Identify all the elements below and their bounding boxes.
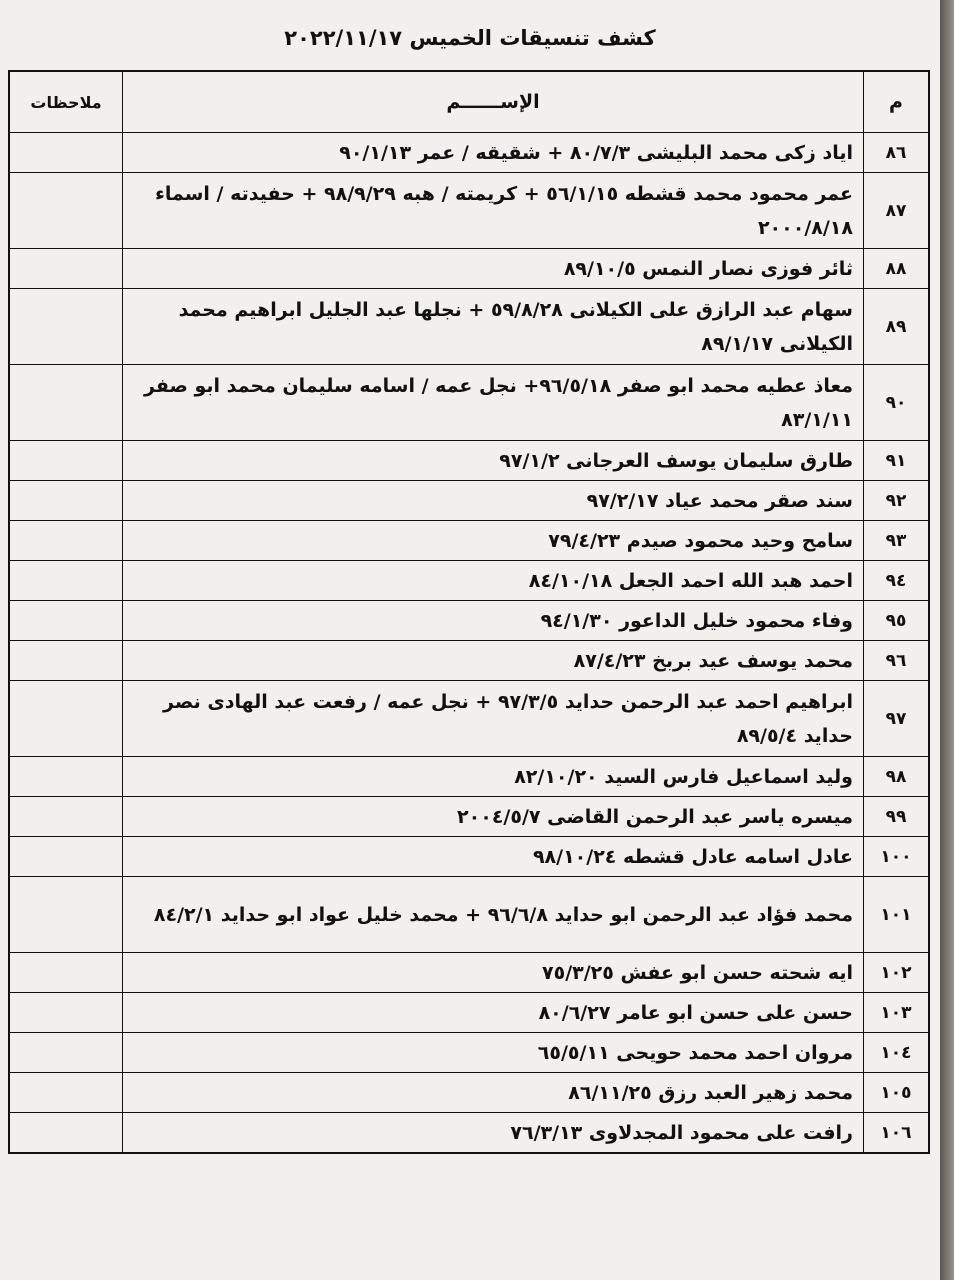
row-notes bbox=[9, 1033, 123, 1073]
table-row bbox=[9, 877, 929, 953]
row-number: ٨٧ bbox=[864, 173, 930, 249]
header-number: م bbox=[864, 71, 930, 133]
row-notes bbox=[9, 681, 123, 757]
row-notes bbox=[9, 1073, 123, 1113]
row-number: ١٠٥ bbox=[864, 1073, 930, 1113]
row-name: اياد زكى محمد البليشى ٨٠/٧/٣ + شقيقه / عمر ٩٠/١/١٣ bbox=[123, 133, 864, 173]
table-row bbox=[9, 681, 929, 757]
row-number: ٩١ bbox=[864, 441, 930, 481]
row-notes bbox=[9, 993, 123, 1033]
row-number: ٩٩ bbox=[864, 797, 930, 837]
row-number: ١٠٠ bbox=[864, 837, 930, 877]
names-table bbox=[8, 70, 930, 1154]
row-number: ١٠١ bbox=[864, 877, 930, 953]
row-name: حسن على حسن ابو عامر ٨٠/٦/٢٧ bbox=[123, 993, 864, 1033]
row-name: محمد زهير العبد رزق ٨٦/١١/٢٥ bbox=[123, 1073, 864, 1113]
row-name: وليد اسماعيل فارس السيد ٨٢/١٠/٢٠ bbox=[123, 757, 864, 797]
row-number: ٨٩ bbox=[864, 289, 930, 365]
row-name: عمر محمود محمد قشطه ٥٦/١/١٥ + كريمته / هبه ٩٨/٩/٢٩ + حفيدته / اسماء ٢٠٠٠/٨/١٨ bbox=[123, 173, 864, 249]
table-row bbox=[9, 561, 929, 601]
table-row bbox=[9, 365, 929, 441]
row-number: ٩٥ bbox=[864, 601, 930, 641]
header-notes: ملاحظات bbox=[9, 71, 123, 133]
row-notes bbox=[9, 173, 123, 249]
row-name: سامح وحيد محمود صيدم ٧٩/٤/٢٣ bbox=[123, 521, 864, 561]
row-notes bbox=[9, 877, 123, 953]
page-edge bbox=[940, 0, 954, 1280]
row-name: مروان احمد محمد حويحى ٦٥/٥/١١ bbox=[123, 1033, 864, 1073]
row-number: ٨٨ bbox=[864, 249, 930, 289]
row-notes bbox=[9, 953, 123, 993]
row-name: احمد هبد الله احمد الجعل ٨٤/١٠/١٨ bbox=[123, 561, 864, 601]
table-row bbox=[9, 441, 929, 481]
row-name: سند صقر محمد عياد ٩٧/٢/١٧ bbox=[123, 481, 864, 521]
row-name: محمد يوسف عيد بربخ ٨٧/٤/٢٣ bbox=[123, 641, 864, 681]
row-name: طارق سليمان يوسف العرجانى ٩٧/١/٢ bbox=[123, 441, 864, 481]
row-name: رافت على محمود المجدلاوى ٧٦/٣/١٣ bbox=[123, 1113, 864, 1154]
table-row bbox=[9, 133, 929, 173]
row-notes bbox=[9, 1113, 123, 1154]
row-name: ايه شحته حسن ابو عفش ٧٥/٣/٢٥ bbox=[123, 953, 864, 993]
row-notes bbox=[9, 601, 123, 641]
table-row bbox=[9, 797, 929, 837]
row-number: ١٠٦ bbox=[864, 1113, 930, 1154]
row-number: ٩٤ bbox=[864, 561, 930, 601]
header-name: الإســــــم bbox=[123, 71, 864, 133]
row-number: ١٠٣ bbox=[864, 993, 930, 1033]
row-notes bbox=[9, 133, 123, 173]
row-notes bbox=[9, 481, 123, 521]
table-row bbox=[9, 249, 929, 289]
row-number: ٩٧ bbox=[864, 681, 930, 757]
table-row bbox=[9, 953, 929, 993]
row-name: معاذ عطيه محمد ابو صفر ٩٦/٥/١٨+ نجل عمه / اسامه سليمان محمد ابو صفر ٨٣/١/١١ bbox=[123, 365, 864, 441]
row-number: ٩٨ bbox=[864, 757, 930, 797]
table-row bbox=[9, 1113, 929, 1154]
row-name: ثائر فوزى نصار النمس ٨٩/١٠/٥ bbox=[123, 249, 864, 289]
row-notes bbox=[9, 797, 123, 837]
table-row bbox=[9, 641, 929, 681]
row-number: ٩٢ bbox=[864, 481, 930, 521]
row-name: سهام عبد الرازق على الكيلانى ٥٩/٨/٢٨ + نجلها عبد الجليل ابراهيم محمد الكيلانى ٨٩/١/١٧ bbox=[123, 289, 864, 365]
table-row bbox=[9, 1033, 929, 1073]
table-row bbox=[9, 521, 929, 561]
row-name: ميسره ياسر عبد الرحمن القاضى ٢٠٠٤/٥/٧ bbox=[123, 797, 864, 837]
table-row bbox=[9, 289, 929, 365]
row-name: عادل اسامه عادل قشطه ٩٨/١٠/٢٤ bbox=[123, 837, 864, 877]
table-row bbox=[9, 993, 929, 1033]
page-title: كشف تنسيقات الخميس ٢٠٢٢/١١/١٧ bbox=[284, 26, 656, 50]
row-notes bbox=[9, 289, 123, 365]
row-notes bbox=[9, 561, 123, 601]
row-notes bbox=[9, 249, 123, 289]
row-name: وفاء محمود خليل الداعور ٩٤/١/٣٠ bbox=[123, 601, 864, 641]
row-number: ٩٣ bbox=[864, 521, 930, 561]
row-number: ٩٦ bbox=[864, 641, 930, 681]
table-row bbox=[9, 1073, 929, 1113]
table-row bbox=[9, 481, 929, 521]
table-row bbox=[9, 837, 929, 877]
row-notes bbox=[9, 757, 123, 797]
row-number: ٩٠ bbox=[864, 365, 930, 441]
row-name: محمد فؤاد عبد الرحمن ابو حدايد ٩٦/٦/٨ + محمد خليل عواد ابو حدايد ٨٤/٢/١ bbox=[123, 877, 864, 953]
table-row bbox=[9, 757, 929, 797]
row-number: ١٠٤ bbox=[864, 1033, 930, 1073]
row-name: ابراهيم احمد عبد الرحمن حدايد ٩٧/٣/٥ + نجل عمه / رفعت عبد الهادى نصر حدايد ٨٩/٥/٤ bbox=[123, 681, 864, 757]
row-notes bbox=[9, 641, 123, 681]
table-row bbox=[9, 173, 929, 249]
row-number: ٨٦ bbox=[864, 133, 930, 173]
row-notes bbox=[9, 521, 123, 561]
row-number: ١٠٢ bbox=[864, 953, 930, 993]
row-notes bbox=[9, 365, 123, 441]
row-notes bbox=[9, 837, 123, 877]
row-notes bbox=[9, 441, 123, 481]
table-row bbox=[9, 601, 929, 641]
table-header-row bbox=[9, 71, 929, 133]
